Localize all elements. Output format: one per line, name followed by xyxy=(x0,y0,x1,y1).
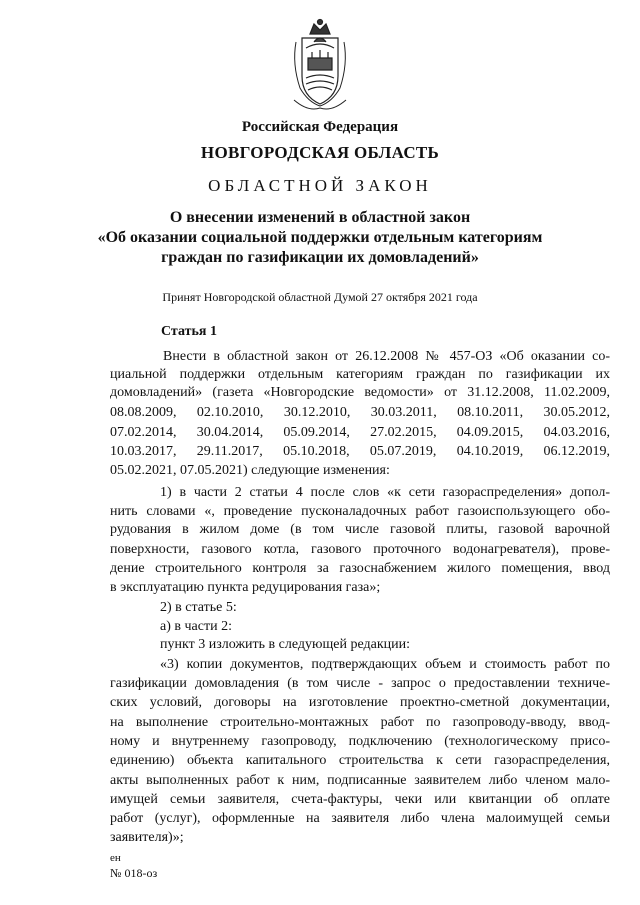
text-line: заявителя)»; xyxy=(110,830,184,845)
article-heading: Статья 1 xyxy=(161,324,217,339)
document-type-heading: ОБЛАСТНОЙ ЗАКОН xyxy=(208,176,432,195)
text-line: 10.03.2017, 29.11.2017, 05.10.2018, 05.07.2019, 04.10.2019, 06.12.2019, xyxy=(110,444,610,459)
text-line: газификации домовладения (в том числе - запрос о предоставлении техниче- xyxy=(110,676,610,691)
text-line: дение строительного контроля за газоснабжением жилого помещения, ввод xyxy=(110,561,610,576)
text-line: Внести в областной закон от 26.12.2008 № 457-ОЗ «Об оказании со- xyxy=(163,349,610,364)
law-title-line-1: О внесении изменений в областной закон xyxy=(169,209,471,226)
adoption-note: Принят Новгородской областной Думой 27 октября 2021 года xyxy=(162,290,478,304)
region-heading: НОВГОРОДСКАЯ ОБЛАСТЬ xyxy=(200,143,440,162)
text-line: 07.02.2014, 30.04.2014, 05.09.2014, 27.02.2015, 04.09.2015, 04.03.2016, xyxy=(110,425,610,440)
law-title-line-2: «Об оказании социальной поддержки отдельным категориям xyxy=(97,229,543,246)
text-line: 05.02.2021, 07.05.2021) следующие изменения: xyxy=(110,463,390,478)
country-heading: Российская Федерация xyxy=(241,119,399,135)
text-line: циальной поддержки отдельным категориям граждан по газификации их xyxy=(110,367,610,382)
text-line: 1) в части 2 статьи 4 после слов «к сети газораспределения» допол- xyxy=(160,485,610,500)
text-line: 2) в статье 5: xyxy=(160,600,237,615)
text-line: работ (услуг), оформленные на заявителя либо члена малоимущей семьи xyxy=(110,811,610,826)
footer-document-number: № 018-оз xyxy=(110,866,158,880)
coat-of-arms-emblem xyxy=(288,14,352,114)
text-line: «3) копии документов, подтверждающих объем и стоимость работ по xyxy=(160,657,610,672)
text-line: 08.08.2009, 02.10.2010, 30.12.2010, 30.03.2011, 08.10.2011, 30.05.2012, xyxy=(110,405,610,420)
text-line: а) в части 2: xyxy=(160,619,232,634)
text-line: ному и внутреннему газопроводу, подключению (технологическому присо- xyxy=(110,734,610,749)
text-line: в эксплуатацию пункта редуцирования газа»; xyxy=(110,580,381,595)
law-title-line-3: граждан по газификации их домовладений» xyxy=(161,249,479,266)
text-line: имущей семьи заявителя, счета-фактуры, чеки или квитанции об оплате xyxy=(110,792,610,807)
text-line: нить словами «, проведение пусконаладочных работ газоиспользующего обо- xyxy=(110,504,610,519)
text-line: акты выполненных работ к ним, подписанные заявителем либо членом мало- xyxy=(110,773,610,788)
text-line: рудования в жилом доме (в том числе газовой плиты, газовой варочной xyxy=(110,522,610,537)
text-line: единению) объекта капитального строительства к сети газораспределения, xyxy=(110,753,610,768)
text-line: на выполнение строительно-монтажных работ по газопроводу-вводу, ввод- xyxy=(110,715,610,730)
footer-initials: ен xyxy=(110,852,121,864)
text-line: пункт 3 изложить в следующей редакции: xyxy=(160,637,410,652)
text-line: домовладений» (газета «Новгородские ведомости» от 31.12.2008, 11.02.2009, xyxy=(110,385,610,400)
text-line: поверхности, газового котла, газового проточного водонагревателя), прове- xyxy=(110,542,610,557)
text-line: ских условий, договоры на изготовление проектно-сметной документации, xyxy=(110,695,610,710)
